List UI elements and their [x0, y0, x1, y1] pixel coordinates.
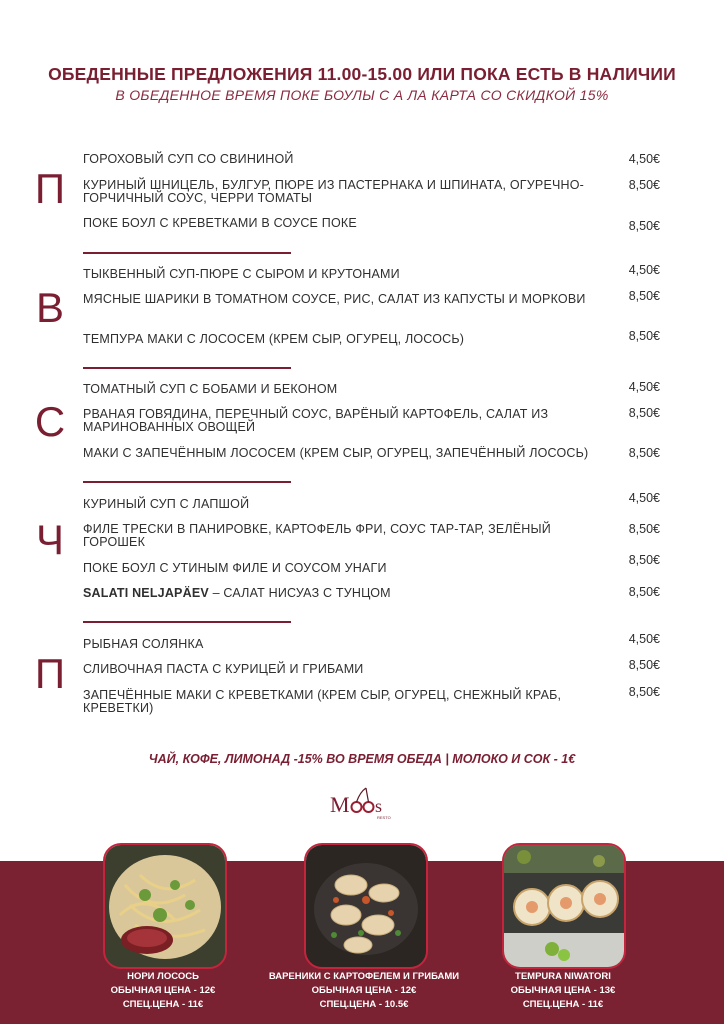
day-letter-monday: П: [34, 165, 66, 212]
menu-item: ТЫКВЕННЫЙ СУП-ПЮРЕ С СЫРОМ И КРУТОНАМИ: [83, 267, 400, 281]
menu-item-price: 4,50€: [628, 152, 660, 166]
dish-photo-tempura: [502, 843, 626, 969]
menu-item: РЫБНАЯ СОЛЯНКА: [83, 637, 204, 651]
menu-item: РВАНАЯ ГОВЯДИНА, ПЕРЕЧНЫЙ СОУС, ВАРЁНЫЙ КАРТОФЕЛЬ, САЛАТ ИЗ МАРИНОВАННЫХ ОВОЩЕЙ: [83, 407, 549, 434]
menu-item-price: 4,50€: [628, 380, 660, 394]
dish-regular-price: ОБЫЧНАЯ ЦЕНА - 12€: [311, 985, 417, 996]
day-divider: [83, 252, 291, 254]
logo-cherry-1: [352, 802, 362, 812]
menu-item-price: 8,50€: [628, 553, 660, 567]
page-title: ОБЕДЕННЫЕ ПРЕДЛОЖЕНИЯ 11.00-15.00 ИЛИ ПОКА ЕСТЬ В НАЛИЧИИ: [48, 64, 676, 84]
dish-name: ВАРЕНИКИ С КАРТОФЕЛЕМ И ГРИБАМИ: [268, 971, 460, 982]
menu-item: СЛИВОЧНАЯ ПАСТА С КУРИЦЕЙ И ГРИБАМИ: [83, 662, 364, 676]
featured-dish-2: [254, 970, 474, 1012]
menu-item-price: 8,50€: [628, 658, 660, 672]
menu-item-price: 8,50€: [628, 219, 660, 233]
menu-item: ТЕМПУРА МАКИ С ЛОСОСЕМ (КРЕМ СЫР, ОГУРЕЦ, ЛОСОСЬ): [83, 332, 465, 346]
logo-tagline: RESTO: [377, 815, 391, 820]
day-letter-thursday: Ч: [36, 516, 64, 563]
dish-photo-dumplings: [304, 843, 428, 969]
logo-letter-s: s: [375, 796, 383, 816]
menu-item-price: 4,50€: [628, 632, 660, 646]
logo-stems: [357, 788, 369, 802]
menu-item: ПОКЕ БОУЛ С КРЕВЕТКАМИ В СОУСЕ ПОКЕ: [83, 216, 357, 230]
menu-item: ГОРОХОВЫЙ СУП СО СВИНИНОЙ: [83, 152, 294, 166]
menu-item: КУРИНЫЙ ШНИЦЕЛЬ, БУЛГУР, ПЮРЕ ИЗ ПАСТЕРНАКА И ШПИНАТА, ОГУРЕЧНО-ГОРЧИЧНЫЙ СОУС, ЧЕРРИ ТОМАТЫ: [83, 178, 585, 205]
dish-special-price: СПЕЦ.ЦЕНА - 10.5€: [319, 999, 409, 1010]
menu-item: ФИЛЕ ТРЕСКИ В ПАНИРОВКЕ, КАРТОФЕЛЬ ФРИ, СОУС ТАР-ТАР, ЗЕЛЁНЫЙ ГОРОШЕК: [83, 522, 551, 549]
dish-special-price: СПЕЦ.ЦЕНА - 11€: [522, 999, 604, 1010]
menu-item-price: 8,50€: [628, 522, 660, 536]
menu-item-price: 4,50€: [628, 263, 660, 277]
logo-cherry-2: [364, 802, 374, 812]
moos-logo: [322, 783, 402, 823]
menu-item-price: 8,50€: [628, 289, 660, 303]
menu-item-bold-label: SALATI NELJAPÄEV: [83, 586, 209, 600]
menu-item: [83, 587, 603, 600]
menu-item-price: 4,50€: [628, 491, 660, 505]
day-divider: [83, 481, 291, 483]
dish-name: НОРИ ЛОСОСЬ: [127, 971, 199, 982]
menu-item-price: 8,50€: [628, 685, 660, 699]
menu-header: [0, 64, 724, 103]
featured-dish-1: [88, 970, 238, 1012]
featured-dish-3: [488, 970, 638, 1012]
day-divider: [83, 367, 291, 369]
day-letter-friday: П: [34, 650, 66, 697]
dish-name: TEMPURA NIWATORI: [515, 971, 611, 982]
logo-letter-m: M: [330, 792, 350, 817]
menu-item-rest: – САЛАТ НИСУАЗ С ТУНЦОМ: [208, 586, 391, 600]
drinks-note: ЧАЙ, КОФЕ, ЛИМОНАД -15% ВО ВРЕМЯ ОБЕДА | МОЛОКО И СОК - 1€: [148, 752, 576, 766]
menu-item-price: 8,50€: [628, 585, 660, 599]
day-divider: [83, 621, 291, 623]
menu-item: МЯСНЫЕ ШАРИКИ В ТОМАТНОМ СОУСЕ, РИС, САЛАТ ИЗ КАПУСТЫ И МОРКОВИ: [83, 292, 586, 306]
menu-item: МАКИ С ЗАПЕЧЁННЫМ ЛОСОСЕМ (КРЕМ СЫР, ОГУРЕЦ, ЗАПЕЧЁННЫЙ ЛОСОСЬ): [83, 446, 589, 460]
dish-special-price: СПЕЦ.ЦЕНА - 11€: [122, 999, 204, 1010]
dish-regular-price: ОБЫЧНАЯ ЦЕНА - 13€: [510, 985, 616, 996]
menu-item-price: 8,50€: [628, 406, 660, 420]
menu-item: ТОМАТНЫЙ СУП С БОБАМИ И БЕКОНОМ: [83, 382, 338, 396]
menu-item-price: 8,50€: [628, 178, 660, 192]
menu-item: ЗАПЕЧЁННЫЕ МАКИ С КРЕВЕТКАМИ (КРЕМ СЫР, ОГУРЕЦ, СНЕЖНЫЙ КРАБ, КРЕВЕТКИ): [83, 688, 562, 715]
dish-regular-price: ОБЫЧНАЯ ЦЕНА - 12€: [110, 985, 216, 996]
menu-item: ПОКЕ БОУЛ С УТИНЫМ ФИЛЕ И СОУСОМ УНАГИ: [83, 561, 387, 575]
page-subtitle: В ОБЕДЕННОЕ ВРЕМЯ ПОКЕ БОУЛЫ С А ЛА КАРТА СО СКИДКОЙ 15%: [115, 87, 609, 103]
menu-item-price: 8,50€: [628, 329, 660, 343]
sushi-dish-illustration: [504, 845, 624, 967]
day-letter-wednesday: С: [34, 398, 66, 445]
dumpling-dish-illustration: [306, 845, 426, 967]
menu-item: КУРИНЫЙ СУП С ЛАПШОЙ: [83, 497, 250, 511]
dish-photo-salmon: [103, 843, 227, 969]
noodle-dish-illustration: [105, 845, 225, 967]
menu-item-price: 8,50€: [628, 446, 660, 460]
day-letter-tuesday: В: [35, 284, 64, 331]
